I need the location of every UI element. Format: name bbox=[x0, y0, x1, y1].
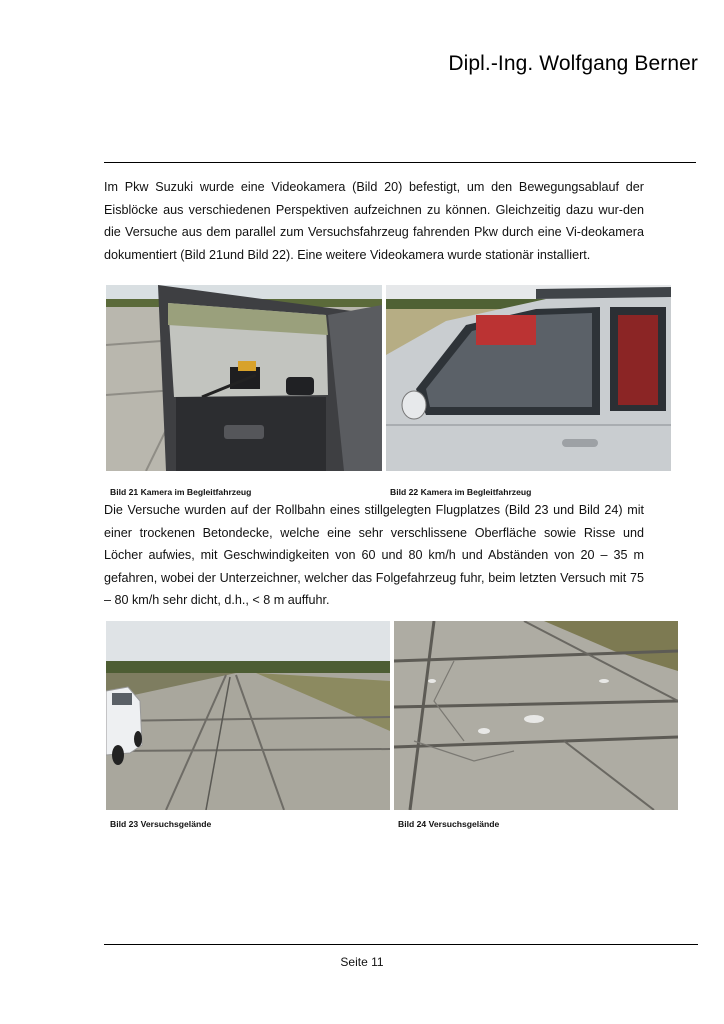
footer-rule bbox=[104, 944, 698, 945]
photo-bild-22 bbox=[386, 285, 671, 471]
page-number: Seite 11 bbox=[340, 955, 384, 969]
author-header: Dipl.-Ing. Wolfgang Berner bbox=[448, 52, 698, 75]
caption-bild-22: Bild 22 Kamera im Begleitfahrzeug bbox=[390, 487, 532, 497]
caption-bild-21: Bild 21 Kamera im Begleitfahrzeug bbox=[110, 487, 252, 497]
photo-silver-car-image bbox=[386, 285, 671, 471]
photo-bild-21 bbox=[106, 285, 382, 471]
paragraph-test-site: Die Versuche wurden auf der Rollbahn eines stillgelegten Flugplatzes (Bild 23 und Bild 24) mit einer trockenen Betondecke, welche eine sehr verschlissene Oberfläche sowie Risse und Löcher aufwies, mit Geschwindigkeiten von 60 und 80 km/h und Abständen von 20 – 35 m gefahren, wobei der Unterzeichner, welcher das Folgefahrzeug fuhr, beim letzten Versuch mit 75 – 80 km/h sehr dicht, d.h., < 8 m auffuhr. bbox=[104, 503, 644, 608]
photo-camera-door-image bbox=[106, 285, 382, 471]
photo-bild-24 bbox=[394, 621, 678, 810]
caption-bild-24: Bild 24 Versuchsgelände bbox=[398, 819, 500, 829]
photo-concrete-surface-image bbox=[394, 621, 678, 810]
photo-bild-23 bbox=[106, 621, 390, 810]
paragraph-intro: Im Pkw Suzuki wurde eine Videokamera (Bild 20) befestigt, um den Bewegungsablauf der Eisblöcke aus verschiedenen Perspektiven aufzeichnen zu können. Gleichzeitig dazu wur-den die Versuche aus dem parallel zum Versuchsfahrzeug fahrenden Pkw durch eine Vi-deokamera dokumentiert (Bild 21und Bild 22). Eine weitere Videokamera wurde stationär installiert. bbox=[104, 180, 644, 262]
header-rule bbox=[104, 162, 696, 163]
caption-bild-23: Bild 23 Versuchsgelände bbox=[110, 819, 212, 829]
photo-runway-image bbox=[106, 621, 390, 810]
